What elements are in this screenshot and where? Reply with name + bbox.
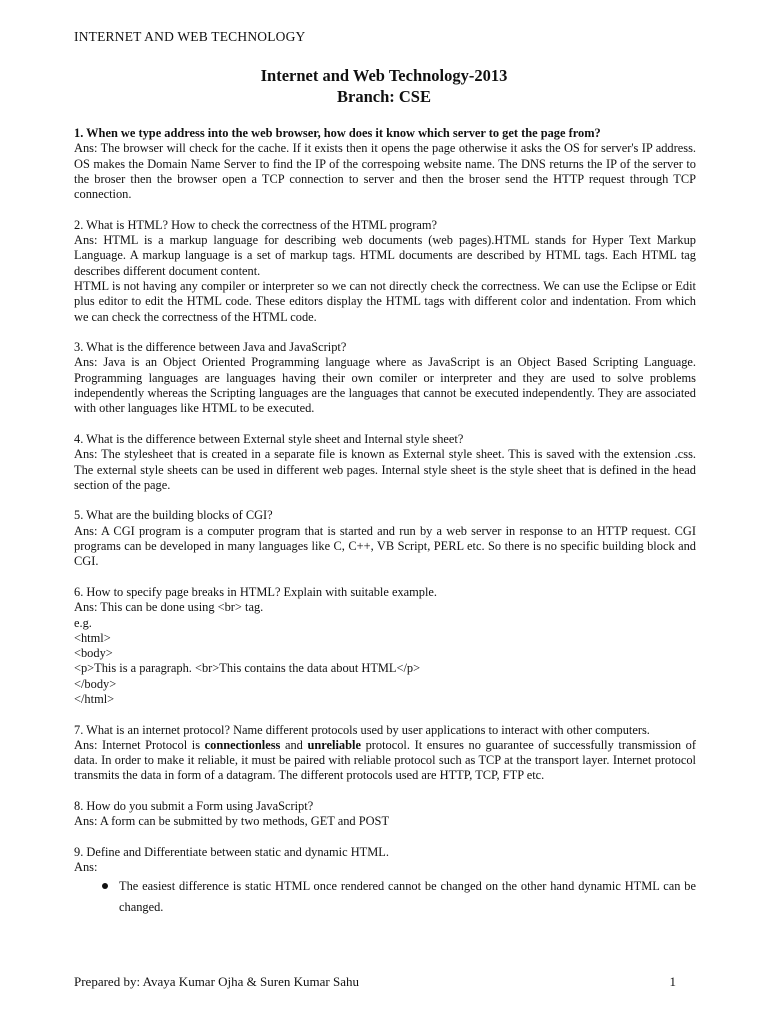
footer-prepared-by: Prepared by: Avaya Kumar Ojha & Suren Kumar Sahu bbox=[74, 974, 359, 989]
question-9: 9. Define and Differentiate between static and dynamic HTML. bbox=[74, 844, 389, 859]
page-footer bbox=[74, 974, 676, 990]
answer-6: Ans: This can be done using <br> tag. bbox=[74, 600, 264, 615]
question-1: 1. When we type address into the web browser, how does it know which server to get the page from? bbox=[74, 126, 601, 140]
answer-7 bbox=[74, 738, 696, 784]
question-block-2 bbox=[74, 218, 696, 325]
question-6: 6. How to specify page breaks in HTML? Explain with suitable example. bbox=[74, 584, 438, 599]
bullet-list bbox=[74, 876, 696, 918]
code-line: e.g. bbox=[74, 615, 92, 630]
question-4: 4. What is the difference between External style sheet and Internal style sheet? bbox=[74, 431, 464, 446]
code-line: <body> bbox=[74, 646, 113, 661]
answer-1: Ans: The browser will check for the cache. If it exists then it opens the page otherwise it asks the OS for server's IP address. OS makes the Domain Name Server to find the IP of the correspoing website name. The DNS returns the IP of the server to the broser then the browser open a TCP connection to server and then the broser send the HTTP request through TCP connection. bbox=[74, 141, 696, 202]
code-line: <p>This is a paragraph. <br>This contains the data about HTML</p> bbox=[74, 661, 421, 676]
document-body bbox=[74, 126, 696, 933]
question-7: 7. What is an internet protocol? Name different protocols used by user applications to interact with other computers. bbox=[74, 722, 650, 737]
answer-7-text: and bbox=[280, 737, 308, 752]
question-8: 8. How do you submit a Form using JavaScript? bbox=[74, 799, 314, 814]
question-block-7 bbox=[74, 723, 696, 784]
answer-9: Ans: bbox=[74, 860, 98, 875]
question-block-3 bbox=[74, 340, 696, 416]
question-block-1 bbox=[74, 126, 696, 202]
bullet-item bbox=[74, 876, 696, 918]
question-block-8 bbox=[74, 799, 696, 830]
answer-7-text: Ans: Internet Protocol is bbox=[74, 737, 205, 752]
code-line: <html> bbox=[74, 630, 111, 645]
document-title bbox=[0, 65, 768, 107]
answer-7-text: protocol. It ensures no guarantee of successfully transmission of data. In order to make it reliable, it must be paired with reliable protocol such as TCP at the transport layer. Internet protocol transmits the data in form of a datagram. The different protocols used are HTTP, TCP, FTP etc. bbox=[74, 737, 696, 783]
answer-8: Ans: A form can be submitted by two methods, GET and POST bbox=[74, 814, 390, 829]
bullet-text: The easiest difference is static HTML once rendered cannot be changed on the other hand dynamic HTML can be changed. bbox=[119, 878, 696, 914]
code-example bbox=[74, 616, 696, 708]
answer-3: Ans: Java is an Object Oriented Programming language where as JavaScript is an Object Based Scripting Language. Programming languages are languages having their own comiler or interpreter and they are used to solve problems independently whereas the Scripting languages are the languages that cannot be executed independently. They are associated with other languages like HTML to be executed. bbox=[74, 355, 696, 416]
answer-7-bold-term: unreliable bbox=[307, 737, 361, 752]
question-block-5 bbox=[74, 508, 696, 569]
question-2: 2. What is HTML? How to check the correctness of the HTML program? bbox=[74, 217, 438, 232]
question-3: 3. What is the difference between Java and JavaScript? bbox=[74, 340, 347, 355]
question-block-4 bbox=[74, 432, 696, 493]
code-line: </html> bbox=[74, 691, 115, 706]
title-line-1: Internet and Web Technology-2013 bbox=[260, 66, 508, 85]
question-block-6 bbox=[74, 585, 696, 707]
answer-7-bold-term: connectionless bbox=[204, 737, 281, 752]
page-number: 1 bbox=[669, 974, 676, 989]
answer-4: Ans: The stylesheet that is created in a separate file is known as External style sheet. This is saved with the extension .css. The external style sheets can be used in different web pages. Internal style sheet is the style sheet that is defined in the head section of the page. bbox=[74, 447, 696, 492]
answer-2-part-2: HTML is not having any compiler or interpreter so we can not directly check the correctness. We can use the Eclipse or Edit plus editor to edit the HTML code. These editors display the HTML tags with different color and indentation. From which we can check the correctness of the HTML code. bbox=[74, 278, 696, 324]
running-header: INTERNET AND WEB TECHNOLOGY bbox=[74, 29, 306, 44]
question-block-9 bbox=[74, 845, 696, 918]
bullet-dot-icon bbox=[102, 883, 108, 889]
question-5: 5. What are the building blocks of CGI? bbox=[74, 508, 273, 523]
title-line-2: Branch: CSE bbox=[337, 87, 431, 106]
answer-5: Ans: A CGI program is a computer program that is started and run by a web server in response to an HTTP request. CGI programs can be developed in many languages like C, C++, VB Script, PERL etc. So there is no specific building block and CGI. bbox=[74, 523, 696, 569]
code-line: </body> bbox=[74, 676, 117, 691]
answer-2-part-1: Ans: HTML is a markup language for describing web documents (web pages).HTML stands for Hyper Text Markup Language. A markup language is a set of markup tags. HTML documents are described by HTML tags. Each HTML tag describes different document content. bbox=[74, 233, 696, 278]
